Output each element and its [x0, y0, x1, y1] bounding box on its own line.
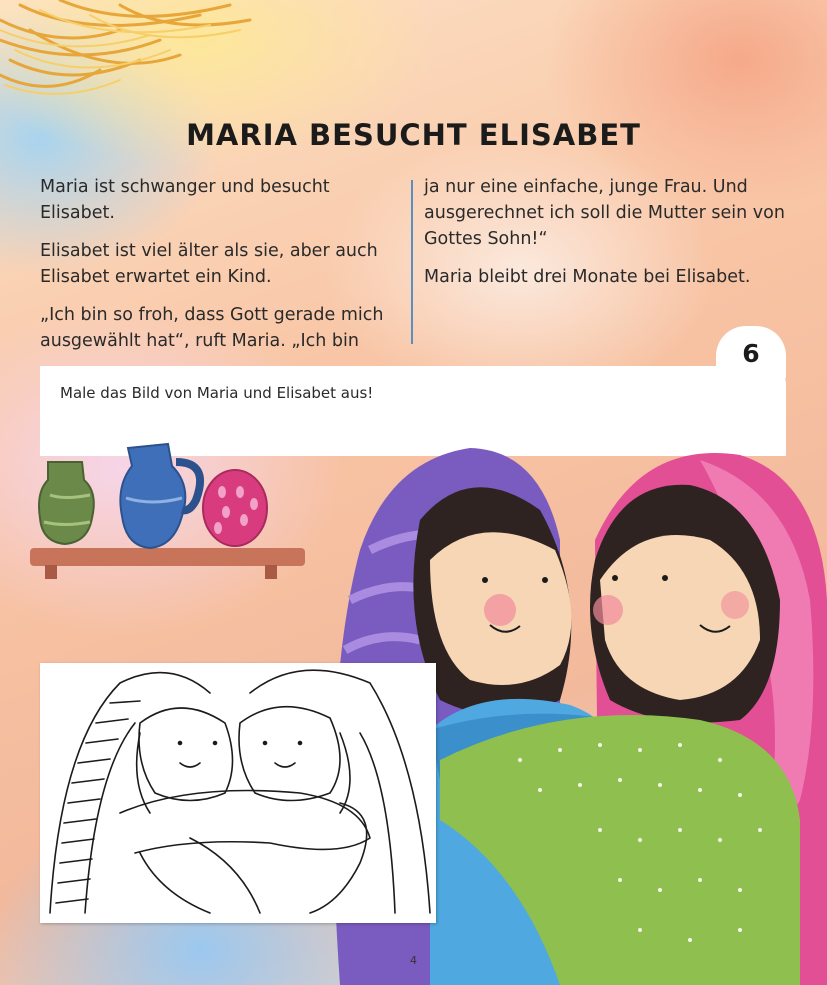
line-art-hug — [40, 663, 436, 923]
coloring-template — [40, 663, 436, 923]
story-paragraph: ja nur eine einfache, junge Frau. Und ausgerechnet ich soll die Mutter sein von Gottes Sohn!“ — [424, 177, 785, 249]
story-paragraph: Elisabet ist viel älter als sie, aber auch Elisabet erwartet ein Kind. — [40, 241, 378, 287]
activity-instruction: Male das Bild von Maria und Elisabet aus! — [60, 384, 374, 402]
page-title: MARIA BESUCHT ELISABET — [186, 118, 641, 152]
story-column-right — [424, 174, 794, 302]
story-paragraph: Maria bleibt drei Monate bei Elisabet. — [424, 267, 751, 287]
straw-decoration — [0, 0, 300, 110]
column-divider — [411, 180, 413, 344]
page-number: 4 — [410, 954, 417, 967]
activity-number-badge: 6 — [716, 326, 786, 378]
jugs-on-shelf — [30, 444, 305, 579]
story-paragraph: „Ich bin so froh, dass Gott gerade mich ausgewählt hat“, ruft Maria. „Ich bin — [40, 305, 384, 351]
story-column-left — [40, 174, 405, 366]
story-paragraph: Maria ist schwanger und besucht Elisabet. — [40, 177, 330, 223]
